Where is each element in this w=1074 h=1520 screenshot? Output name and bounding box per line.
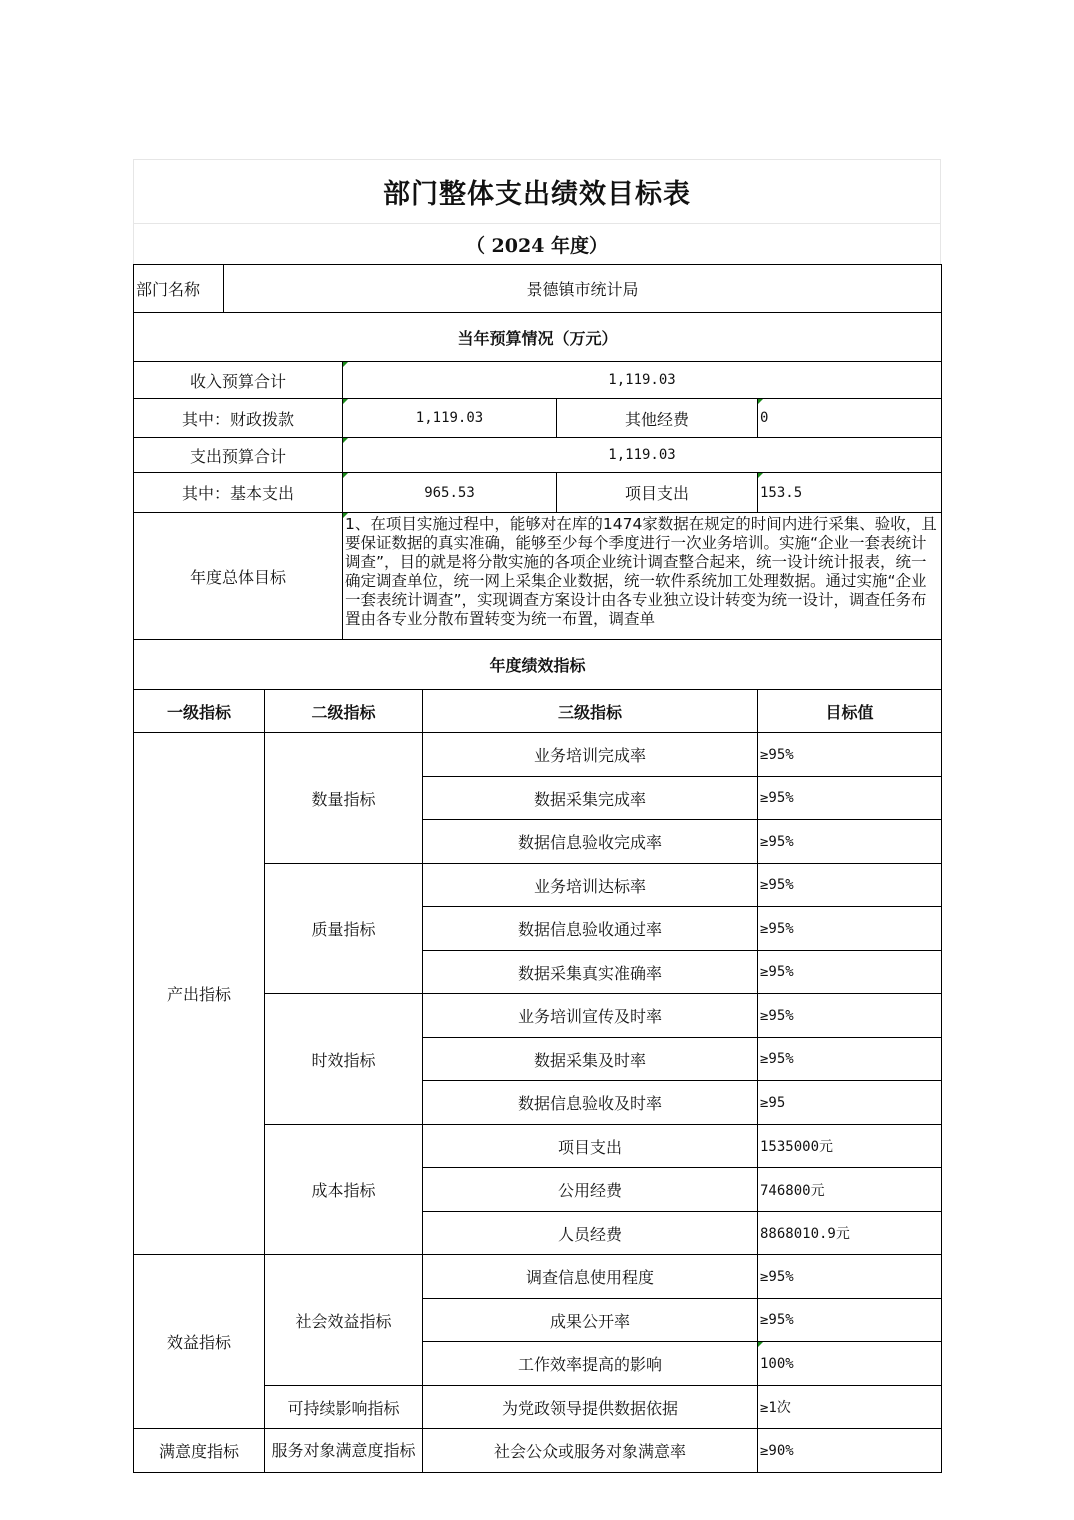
project-expense-value: 153.5 <box>758 473 942 513</box>
indicator-value: 8868010.9元 <box>758 1212 942 1255</box>
indicator-value: ≥95% <box>758 1038 942 1081</box>
indicator-name: 人员经费 <box>423 1212 758 1255</box>
l1-output: 产出指标 <box>134 733 265 1255</box>
other-funds-value: 0 <box>758 399 942 438</box>
header-level1: 一级指标 <box>134 690 265 733</box>
income-total-value: 1,119.03 <box>343 362 942 399</box>
indicator-value: ≥95% <box>758 1255 942 1299</box>
indicator-name: 数据采集真实准确率 <box>423 951 758 994</box>
annual-goal-text: 1、在项目实施过程中，能够对在库的1474家数据在规定的时间内进行采集、验收，且要保证数据的真实准确，能够至少每个季度进行一次业务培训。实施“企业一套表统计调查”，目的就是将分散实施的各项企业统计调查整合起来，统一设计统计报表，统一确定调查单位，统一网上采集企业数据，统一软件系统加工处理数据。通过实施“企业一套表统计调查”，实现调查方案设计由各专业独立设计转变为统一设计，调查任务布置由各专业分散布置转变为统一布置，调查单 <box>345 515 937 628</box>
indicator-name: 社会公众或服务对象满意率 <box>423 1429 758 1473</box>
indicator-name: 业务培训宣传及时率 <box>423 994 758 1038</box>
l2-social-benefit: 社会效益指标 <box>265 1255 423 1386</box>
indicator-value: ≥95% <box>758 907 942 951</box>
sheet-title: 部门整体支出绩效目标表 <box>133 159 941 223</box>
l2-quality: 质量指标 <box>265 864 423 994</box>
indicator-value: ≥95% <box>758 951 942 994</box>
indicator-name: 公用经费 <box>423 1168 758 1212</box>
l2-service-satisfaction: 服务对象满意度指标 <box>265 1429 423 1473</box>
indicators-heading: 年度绩效指标 <box>134 640 942 690</box>
sheet-year: （ 2024 年度） <box>133 223 941 264</box>
indicator-value: 1535000元 <box>758 1125 942 1168</box>
fiscal-funds-value: 1,119.03 <box>343 399 557 438</box>
fiscal-funds-label: 其中：财政拨款 <box>134 399 343 438</box>
budget-heading: 当年预算情况（万元） <box>134 313 942 362</box>
indicator-value: 100% <box>758 1342 942 1386</box>
indicator-value: ≥95% <box>758 1299 942 1342</box>
indicator-value: ≥95% <box>758 820 942 864</box>
indicator-value: ≥95% <box>758 733 942 777</box>
indicator-value: 746800元 <box>758 1168 942 1212</box>
indicator-name: 调查信息使用程度 <box>423 1255 758 1299</box>
indicator-name: 为党政领导提供数据依据 <box>423 1386 758 1429</box>
expense-total-value: 1,119.03 <box>343 438 942 473</box>
dept-label: 部门名称 <box>134 265 224 313</box>
expense-total-label: 支出预算合计 <box>134 438 343 473</box>
annual-goal-label: 年度总体目标 <box>134 513 343 640</box>
l1-satisfaction: 满意度指标 <box>134 1429 265 1473</box>
indicator-name: 数据采集完成率 <box>423 777 758 820</box>
income-total-label: 收入预算合计 <box>134 362 343 399</box>
header-level2: 二级指标 <box>265 690 423 733</box>
l2-cost: 成本指标 <box>265 1125 423 1255</box>
dept-value: 景德镇市统计局 <box>224 265 942 313</box>
indicator-name: 数据信息验收及时率 <box>423 1081 758 1125</box>
indicator-value: ≥95 <box>758 1081 942 1125</box>
l2-timeliness: 时效指标 <box>265 994 423 1125</box>
indicator-value: ≥90% <box>758 1429 942 1473</box>
indicator-name: 数据信息验收通过率 <box>423 907 758 951</box>
indicator-value: ≥95% <box>758 777 942 820</box>
project-expense-label: 项目支出 <box>557 473 758 513</box>
header-target: 目标值 <box>758 690 942 733</box>
indicator-name: 数据采集及时率 <box>423 1038 758 1081</box>
other-funds-label: 其他经费 <box>557 399 758 438</box>
l2-sustainability: 可持续影响指标 <box>265 1386 423 1429</box>
basic-expense-label: 其中：基本支出 <box>134 473 343 513</box>
performance-sheet <box>133 159 941 1473</box>
indicator-value: ≥1次 <box>758 1386 942 1429</box>
indicator-name: 业务培训完成率 <box>423 733 758 777</box>
indicator-name: 业务培训达标率 <box>423 864 758 907</box>
l2-quantity: 数量指标 <box>265 733 423 864</box>
indicator-name: 成果公开率 <box>423 1299 758 1342</box>
l1-benefit: 效益指标 <box>134 1255 265 1429</box>
indicator-name: 数据信息验收完成率 <box>423 820 758 864</box>
annual-goal-cell <box>343 513 942 640</box>
basic-expense-value: 965.53 <box>343 473 557 513</box>
header-level3: 三级指标 <box>423 690 758 733</box>
indicator-name: 项目支出 <box>423 1125 758 1168</box>
indicator-value: ≥95% <box>758 994 942 1038</box>
indicator-value: ≥95% <box>758 864 942 907</box>
performance-table <box>133 264 942 1473</box>
indicator-name: 工作效率提高的影响 <box>423 1342 758 1386</box>
